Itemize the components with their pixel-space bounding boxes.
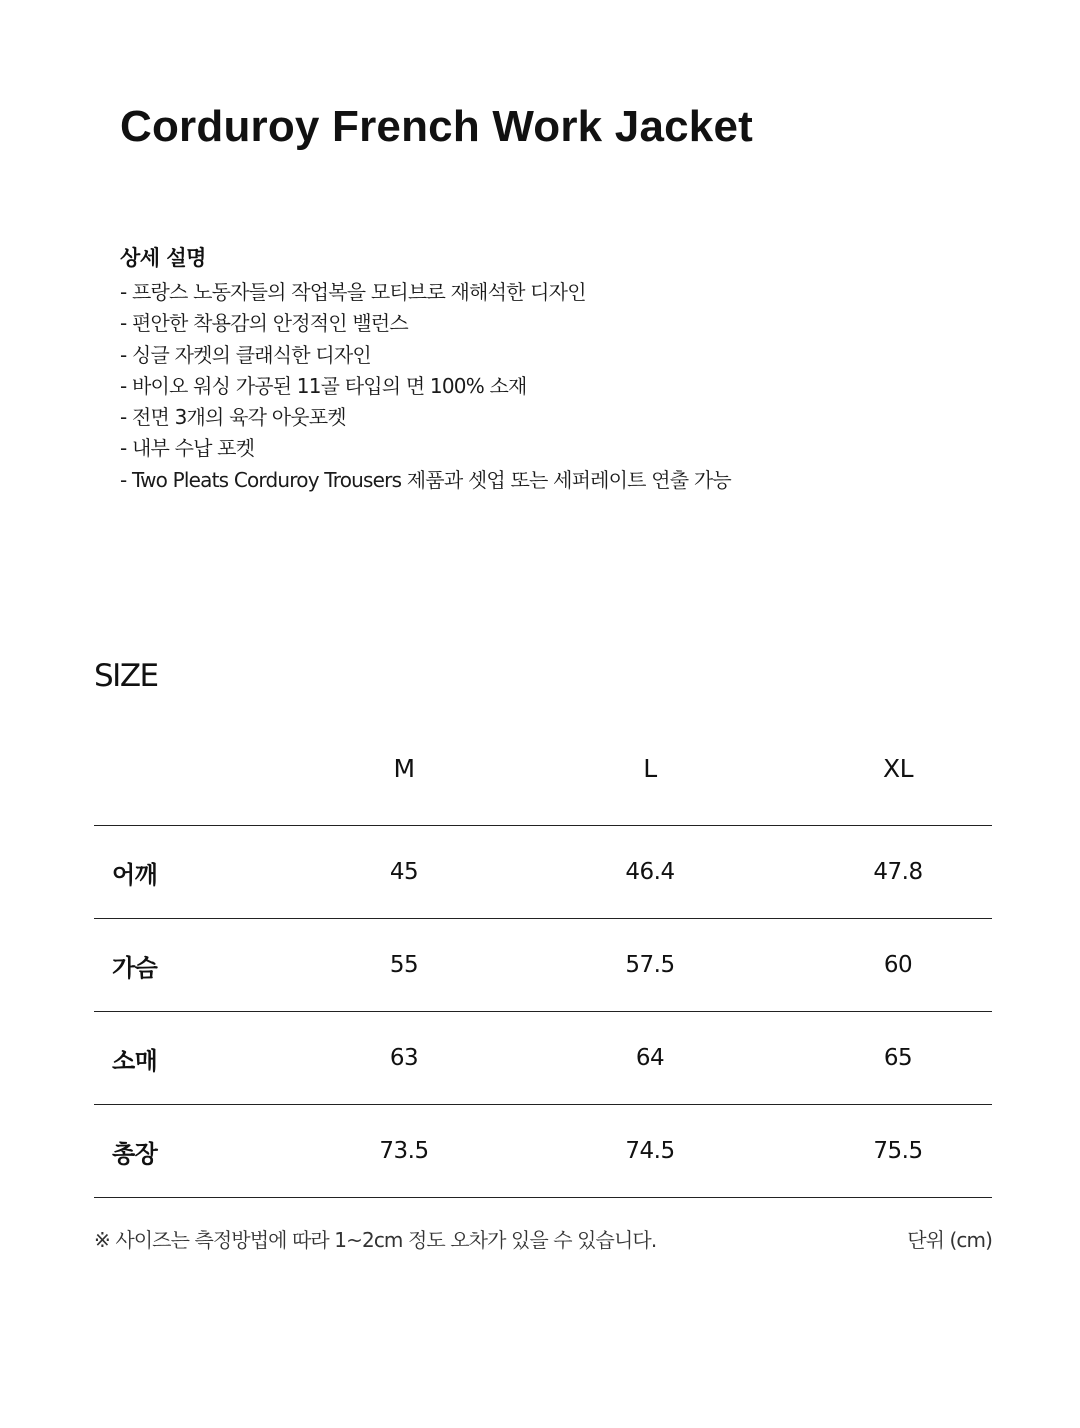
- description-item: - 내부 수납 포켓: [120, 436, 255, 461]
- table-cell: 45: [389, 859, 419, 885]
- table-cell: 46.4: [625, 859, 675, 885]
- table-row: [94, 919, 992, 1012]
- description-item: - 프랑스 노동자들의 작업복을 모티브로 재해석한 디자인: [120, 280, 586, 304]
- row-label-sleeve: 소매: [112, 1046, 158, 1075]
- product-description: [120, 243, 1020, 496]
- table-cell: 57.5: [625, 952, 675, 978]
- table-cell: 74.5: [625, 1138, 675, 1164]
- table-cell: 55: [389, 952, 419, 978]
- table-cell: 47.8: [873, 859, 923, 885]
- description-heading: 상세 설명: [120, 246, 206, 270]
- table-row: [94, 1105, 992, 1198]
- table-cell: 60: [883, 952, 913, 978]
- size-heading: SIZE: [94, 658, 158, 694]
- size-note: ※ 사이즈는 측정방법에 따라 1~2cm 정도 오차가 있을 수 있습니다.: [94, 1228, 657, 1252]
- size-column-m: M: [393, 754, 415, 783]
- size-unit: 단위 (cm): [907, 1228, 992, 1252]
- table-row: [94, 1012, 992, 1105]
- table-cell: 64: [635, 1045, 665, 1071]
- size-column-xl: XL: [882, 754, 914, 783]
- description-item: - 바이오 워싱 가공된 11골 타입의 면 100% 소재: [120, 373, 527, 398]
- description-item: - 싱글 자켓의 클래식한 디자인: [120, 342, 371, 367]
- size-table: [94, 720, 992, 1198]
- description-list: [120, 277, 1020, 496]
- description-item: - 전면 3개의 육각 아웃포켓: [120, 405, 346, 430]
- table-cell: 63: [389, 1045, 419, 1071]
- description-item: - Two Pleats Corduroy Trousers 제품과 셋업 또는 세퍼레이트 연출 가능: [120, 467, 731, 492]
- size-table-header: [94, 720, 992, 826]
- table-cell: 73.5: [379, 1138, 429, 1164]
- size-column-l: L: [643, 754, 657, 783]
- row-label-length: 총장: [112, 1139, 158, 1168]
- description-item: - 편안한 착용감의 안정적인 밸런스: [120, 311, 408, 336]
- row-label-shoulder: 어깨: [112, 860, 158, 889]
- product-title: Corduroy French Work Jacket: [120, 102, 753, 151]
- row-label-chest: 가슴: [112, 953, 158, 982]
- table-row: [94, 826, 992, 919]
- table-cell: 75.5: [873, 1138, 923, 1164]
- table-cell: 65: [883, 1045, 913, 1071]
